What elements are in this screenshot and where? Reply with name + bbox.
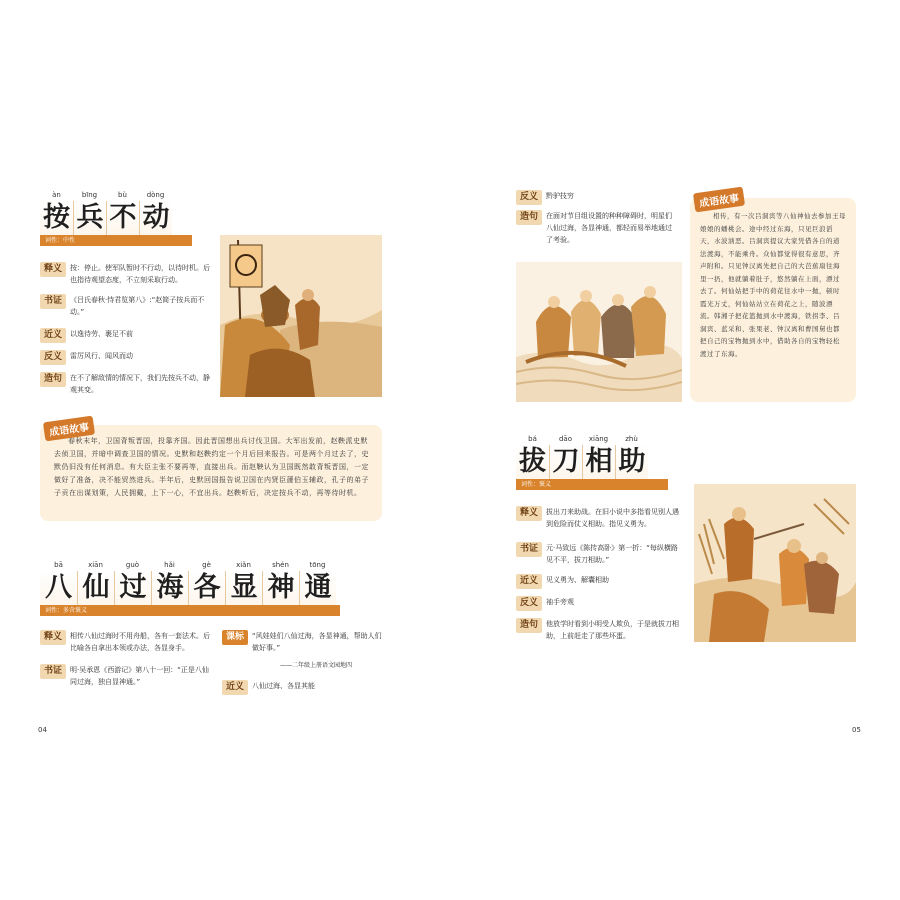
pinyin: shén xyxy=(272,561,289,569)
illustration-soldiers-banner xyxy=(220,235,382,397)
antonym-text: 雷厉风行、闻风而动 xyxy=(70,352,134,360)
pinyin: àn xyxy=(52,191,61,199)
idiom-title-ba-xian-guo-hai xyxy=(40,560,340,616)
label-badge: 近义 xyxy=(516,574,542,589)
pinyin: zhù xyxy=(625,435,638,443)
definition-text: 相传八仙过海时不用舟船，各有一套法术。后比喻各自拿出本领或办法，各显身手。 xyxy=(70,632,211,652)
idiom-title-ba-dao-xiang-zhu xyxy=(516,434,668,490)
shiyi-entry xyxy=(40,630,212,654)
citation-text: 明·吴承恩《西游记》第八十一回：“正是八仙同过海，独自显神通。” xyxy=(70,666,209,686)
shiyi-entry xyxy=(40,262,210,286)
label-badge: 造句 xyxy=(516,618,542,633)
shiyi-entry xyxy=(516,506,684,530)
pinyin-row xyxy=(40,560,340,571)
label-badge: 造句 xyxy=(40,372,66,387)
story-text: 春秋末年，卫国背叛晋国，投靠齐国。因此晋国想出兵讨伐卫国。大军出发前，赵鞅派史默去侦卫国，并暗中调查卫国的情况。史默和赵鞅约定一个月后回来报告。可是两个月过去了，史默仍旧没有任何消息。有大臣主张不要再等，直接出兵。而赵鞅认为卫国既然敢背叛晋国，一定做好了准备，决不能贸然进兵。半年后，史默回国报告说卫国在内贤臣蘧伯玉辅政，孔子的弟子子贡在出谋划策，人民拥戴，上下一心，不宜出兵。赵鞅听后，决定按兵不动，再等待时机。 xyxy=(54,437,369,497)
jinyi-entry xyxy=(516,574,684,589)
label-badge: 近义 xyxy=(222,680,248,695)
pinyin: xiāng xyxy=(588,435,609,443)
label-badge: 书证 xyxy=(516,542,542,557)
idiom-char: 助 xyxy=(615,445,648,479)
definition-text: 拔出刀来助战。在旧小说中多指看见别人遇到危险而仗义相助。指见义勇为。 xyxy=(546,508,680,528)
label-badge: 释义 xyxy=(40,630,66,645)
synonym-text: 以逸待劳、裹足不前 xyxy=(70,330,134,338)
chars-row xyxy=(40,571,340,605)
story-tag: 成语故事 xyxy=(43,416,95,442)
idiom-char: 通 xyxy=(299,571,336,605)
pinyin: bā xyxy=(54,561,63,569)
idiom-title-an-bing-bu-dong xyxy=(40,190,192,246)
idiom-char: 各 xyxy=(188,571,225,605)
label-badge: 反义 xyxy=(516,596,542,611)
fanyi-entry xyxy=(516,190,666,205)
category-bar: 词性：多含褒义 xyxy=(40,605,340,616)
zaoju-entry xyxy=(40,372,210,396)
pinyin: bù xyxy=(118,191,127,199)
label-badge: 课标 xyxy=(222,630,248,645)
synonym-text: 见义勇为、解囊相助 xyxy=(546,576,610,584)
illustration-eight-immortals xyxy=(516,262,682,402)
idiom-char: 动 xyxy=(139,201,172,235)
idiom-char: 显 xyxy=(225,571,262,605)
illustration-sword-fight xyxy=(694,484,856,642)
illustration-svg xyxy=(516,262,682,402)
shuzheng-entry xyxy=(40,294,210,318)
idiom-char: 神 xyxy=(262,571,299,605)
label-badge: 造句 xyxy=(516,210,542,225)
citation-text: 《吕氏春秋·恃君览第八》:“赵简子按兵而不动。” xyxy=(70,296,205,316)
pinyin: xiān xyxy=(88,561,103,569)
curriculum-text: “风娃娃们八仙过海，各显神通，帮助人们做好事。” xyxy=(252,632,382,652)
category-bar: 词性：褒义 xyxy=(516,479,668,490)
pinyin: tōng xyxy=(309,561,326,569)
antonym-text: 袖手旁观 xyxy=(546,598,575,606)
chars-row xyxy=(516,445,668,479)
kebiao-entry xyxy=(222,630,382,654)
curriculum-source: ——二年级上册语文园地四 xyxy=(280,662,353,669)
page-number: 04 xyxy=(38,726,47,734)
story-text: 相传，有一次吕洞宾等八仙神仙去参加王母娘娘的蟠桃会。途中经过东海，只见巨浪滔天，水波汹恶。吕洞宾提议大家凭借各自的道法渡海，不能乘舟。众仙都觉得很有意思，齐声附和。只见钟汉离先把自己的大芭蕉扇往海里一扔，他就躺着肚子，悠然躺在上面，漂过去了。何仙姑把手中的荷花往水中一抛，顿时霞光万丈，何仙姑站立在荷花之上，随波漂流。韩湘子把花篮抛到水中渡海，铁拐李、吕洞宾、蓝采和、张果老、钟汉离和曹国舅也都把自己的宝物抛到水中，借助各自的宝物轻松渡过了东海。 xyxy=(700,212,846,358)
label-badge: 近义 xyxy=(40,328,66,343)
idiom-char: 仙 xyxy=(77,571,114,605)
pinyin: gè xyxy=(202,561,211,569)
idiom-char: 过 xyxy=(114,571,151,605)
pinyin: xiǎn xyxy=(236,561,251,569)
idiom-char: 不 xyxy=(106,201,139,235)
pinyin: dāo xyxy=(558,435,572,443)
illustration-svg xyxy=(694,484,856,642)
illustration-svg xyxy=(220,235,382,397)
citation-text: 元·马致远《陈抟高卧》第一折：“每纵横路见不平，拔刀相助。” xyxy=(546,544,678,564)
example-text: 在面对节目组设置的种种障碍时，明星们八仙过海，各显神通，都轻而易举地通过了考验。 xyxy=(546,212,673,244)
jinyi-entry xyxy=(40,328,210,343)
example-text: 在不了解敌情的情况下，我们先按兵不动，静观其变。 xyxy=(70,374,211,394)
label-badge: 释义 xyxy=(40,262,66,277)
idiom-char: 相 xyxy=(582,445,615,479)
story-tag: 成语故事 xyxy=(693,187,745,213)
definition-text: 按：停止。使军队暂时不行动，以待时机。后也指待观望态度，不立刻采取行动。 xyxy=(70,264,211,284)
jinyi-entry xyxy=(222,680,382,695)
idiom-char: 兵 xyxy=(73,201,106,235)
shuzheng-entry xyxy=(40,664,212,688)
zaoju-entry xyxy=(516,210,676,246)
pinyin-row xyxy=(516,434,668,445)
label-badge: 书证 xyxy=(40,664,66,679)
idiom-char: 按 xyxy=(40,201,73,235)
pinyin-row xyxy=(40,190,192,201)
chars-row xyxy=(40,201,192,235)
pinyin: bīng xyxy=(81,191,98,199)
label-badge: 反义 xyxy=(40,350,66,365)
category-bar: 词性：中性 xyxy=(40,235,192,246)
label-badge: 书证 xyxy=(40,294,66,309)
fanyi-entry xyxy=(516,596,684,611)
synonym-text: 八仙过海、各显其能 xyxy=(252,682,316,690)
antonym-text: 黔驴技穷 xyxy=(546,192,575,200)
idiom-char: 海 xyxy=(151,571,188,605)
label-badge: 释义 xyxy=(516,506,542,521)
pinyin: guò xyxy=(125,561,140,569)
idiom-story-box xyxy=(690,193,856,402)
pinyin: dòng xyxy=(146,191,165,199)
label-badge: 反义 xyxy=(516,190,542,205)
pinyin: hǎi xyxy=(164,561,175,569)
idiom-char: 八 xyxy=(40,571,77,605)
fanyi-entry xyxy=(40,350,210,365)
idiom-char: 刀 xyxy=(549,445,582,479)
idiom-char: 拔 xyxy=(516,445,549,479)
zaoju-entry xyxy=(516,618,684,642)
pinyin: bá xyxy=(528,435,537,443)
idiom-story-box xyxy=(40,422,382,521)
page-number: 05 xyxy=(852,726,861,734)
example-text: 他放学时看到小明受人欺负，于是就拔刀相助，上前赶走了那些坏蛋。 xyxy=(546,620,680,640)
shuzheng-entry xyxy=(516,542,684,566)
